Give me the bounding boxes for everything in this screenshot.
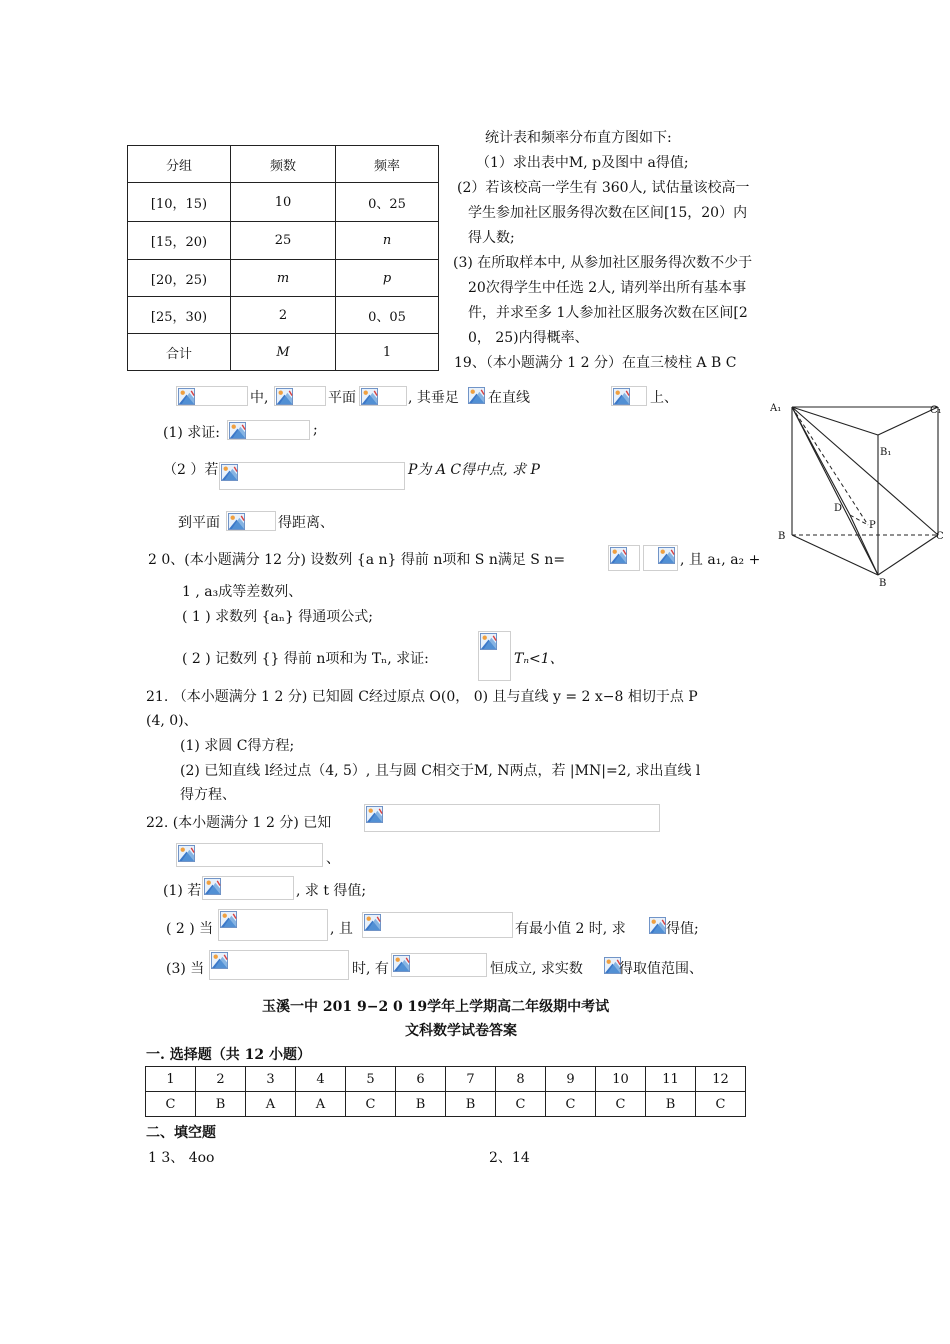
formula-image — [643, 545, 678, 571]
formula-image — [611, 386, 647, 406]
text: ( 2 ) 当 — [166, 921, 214, 937]
formula-image — [202, 876, 294, 900]
text: 上、 — [650, 390, 678, 406]
answer-choice: A — [296, 1092, 346, 1117]
label-c: C — [936, 531, 944, 542]
answer-title: 玉溪一中 201 9−2 0 19学年上学期高二年级期中考试 — [262, 999, 610, 1015]
table-cell: 0、05 — [336, 297, 439, 334]
answer-choice: C — [546, 1092, 596, 1117]
broken-image-icon — [366, 806, 383, 823]
text: ( 1 ) 求数列 {aₙ} 得通项公式; — [182, 609, 374, 625]
text: （2 ）若 — [163, 462, 219, 478]
broken-image-icon — [229, 422, 246, 439]
formula-image — [391, 953, 487, 977]
text: (4, 0)、 — [146, 713, 198, 729]
text: 中, — [250, 390, 269, 406]
table-cell: 2 — [231, 297, 336, 334]
answer-number: 7 — [446, 1067, 496, 1092]
text-line: （1）求出表中M, p及图中 a得值; — [476, 155, 689, 171]
answer-number: 8 — [496, 1067, 546, 1092]
answer-choice: B — [196, 1092, 246, 1117]
text-line: 0， 25)内得概率、 — [468, 330, 589, 346]
text: , 求 t 得值; — [296, 883, 367, 899]
text: ; — [313, 422, 318, 438]
answer-number: 6 — [396, 1067, 446, 1092]
formula-image — [478, 631, 511, 681]
text: 得取值范围、 — [619, 961, 703, 977]
answer-number: 2 — [196, 1067, 246, 1092]
answer-choice: C — [146, 1092, 196, 1117]
text: 、 — [326, 851, 340, 867]
answer-subtitle: 文科数学试卷答案 — [405, 1023, 517, 1039]
broken-image-icon — [610, 547, 627, 564]
question-19-header: 19、（本小题满分 1 2 分）在直三棱柱 A B C — [454, 355, 737, 371]
formula-image — [364, 804, 660, 832]
text: (1) 若 — [163, 883, 202, 899]
formula-image — [274, 386, 326, 406]
text: 到平面 — [178, 515, 220, 531]
text-line: (3) 在所取样本中, 从参加社区服务得次数不少于 — [453, 255, 753, 271]
formula-image — [362, 912, 513, 938]
answer-choice: C — [696, 1092, 746, 1117]
text: 平面 — [328, 390, 356, 406]
answer-number: 5 — [346, 1067, 396, 1092]
text: , 且 a₁, a₂ + — [680, 552, 761, 568]
answer-choice: A — [246, 1092, 296, 1117]
text-line: (2）若该校高一学生有 360人, 试估量该校高一 — [457, 180, 750, 196]
formula-image — [219, 462, 405, 490]
text: 得值; — [666, 921, 699, 937]
text-line: 20次得学生中任选 2人, 请列举出所有基本事 — [468, 280, 747, 296]
text: (2) 已知直线 l经过点（4, 5）, 且与圆 C相交于M, N两点，若 |MN|=2, 求出直线 l — [180, 763, 701, 779]
table-cell: [15，20) — [128, 222, 231, 260]
fill-answer: 2、14 — [489, 1150, 530, 1166]
table-cell: M — [231, 334, 336, 371]
label-a1: A₁ — [770, 403, 782, 414]
broken-image-icon — [178, 845, 195, 862]
formula-image — [226, 511, 276, 531]
broken-image-icon — [228, 513, 245, 530]
broken-image-icon — [468, 387, 485, 404]
table-header: 频数 — [231, 146, 336, 183]
label-b-left: B — [778, 531, 786, 542]
table-cell: 25 — [231, 222, 336, 260]
table-cell: 0、25 — [336, 183, 439, 222]
text: (3) 当 — [166, 961, 205, 977]
formula-image — [209, 950, 349, 980]
formula-image — [603, 956, 619, 976]
table-header: 频率 — [336, 146, 439, 183]
table-cell: [20，25) — [128, 260, 231, 297]
table-cell: p — [336, 260, 439, 297]
table-cell: m — [231, 260, 336, 297]
broken-image-icon — [220, 911, 237, 928]
formula-image — [176, 843, 323, 867]
table-cell: 合计 — [128, 334, 231, 371]
table-cell: [10，15) — [128, 183, 231, 222]
table-header: 分组 — [128, 146, 231, 183]
text: Tₙ<1、 — [514, 651, 564, 667]
text: 1 , a₃成等差数列、 — [182, 584, 303, 600]
table-cell: 1 — [336, 334, 439, 371]
answer-number: 1 — [146, 1067, 196, 1092]
broken-image-icon — [361, 388, 378, 405]
text: (1) 求圆 C得方程; — [180, 738, 295, 754]
text: P为 A C得中点, 求 P — [408, 462, 540, 478]
text: 得方程、 — [180, 787, 236, 803]
text: , 其垂足 — [408, 390, 459, 406]
frequency-table — [127, 145, 439, 371]
answer-number: 10 — [596, 1067, 646, 1092]
text: ( 2 ) 记数列 {} 得前 n项和为 Tₙ, 求证: — [182, 651, 429, 667]
text-line: 统计表和频率分布直方图如下: — [485, 130, 672, 146]
broken-image-icon — [204, 878, 221, 895]
formula-image — [648, 916, 666, 936]
text: 有最小值 2 时, 求 — [515, 921, 626, 937]
broken-image-icon — [480, 633, 497, 650]
section-heading: 一. 选择题（共 12 小题） — [146, 1047, 311, 1063]
prism-figure — [770, 395, 945, 590]
text-line: 件，并求至多 1人参加社区服务次数在区间[2 — [468, 305, 748, 321]
section-heading: 二、填空题 — [146, 1125, 216, 1141]
broken-image-icon — [221, 464, 238, 481]
broken-image-icon — [393, 955, 410, 972]
answer-number: 3 — [246, 1067, 296, 1092]
text: (1) 求证: — [163, 425, 220, 441]
label-b-bottom: B — [879, 578, 887, 589]
formula-image — [218, 909, 328, 941]
table-cell: 10 — [231, 183, 336, 222]
question-21: 21. （本小题满分 1 2 分) 已知圆 C经过原点 O(0， 0) 且与直线 y = 2 x−8 相切于点 P — [146, 689, 698, 705]
formula-image — [359, 386, 407, 406]
label-c1: C₁ — [930, 405, 942, 416]
broken-image-icon — [658, 547, 675, 564]
answer-table — [145, 1066, 746, 1117]
text: 得距离、 — [278, 515, 334, 531]
formula-image — [176, 386, 248, 406]
formula-image — [227, 420, 310, 440]
answer-choice: C — [496, 1092, 546, 1117]
answer-number: 11 — [646, 1067, 696, 1092]
answer-choice: B — [446, 1092, 496, 1117]
fill-answer: 1 3、 4oo — [148, 1150, 215, 1166]
broken-image-icon — [178, 388, 195, 405]
answer-choice: C — [346, 1092, 396, 1117]
answer-number: 12 — [696, 1067, 746, 1092]
text-line: 学生参加社区服务得次数在区间[15，20）内 — [468, 205, 748, 221]
broken-image-icon — [211, 952, 228, 969]
text: 恒成立, 求实数 — [490, 961, 583, 977]
question-22: 22. (本小题满分 1 2 分) 已知 — [146, 815, 332, 831]
answer-number: 9 — [546, 1067, 596, 1092]
table-cell: n — [336, 222, 439, 260]
answer-number: 4 — [296, 1067, 346, 1092]
table-cell: [25，30) — [128, 297, 231, 334]
answer-choice: B — [396, 1092, 446, 1117]
label-p: P — [869, 520, 876, 531]
broken-image-icon — [276, 388, 293, 405]
text-line: 得人数; — [468, 230, 515, 246]
broken-image-icon — [613, 388, 630, 405]
formula-image — [608, 545, 640, 571]
label-b1: B₁ — [880, 447, 892, 458]
question-20: 2 0、(本小题满分 12 分) 设数列 {a n} 得前 n项和 S n满足 S n= — [148, 552, 566, 568]
answer-choice: C — [596, 1092, 646, 1117]
broken-image-icon — [649, 917, 666, 934]
text: , 且 — [330, 921, 353, 937]
answer-choice: B — [646, 1092, 696, 1117]
broken-image-icon — [364, 914, 381, 931]
text: 时, 有 — [352, 961, 389, 977]
text: 在直线 — [488, 390, 530, 406]
formula-image — [467, 386, 487, 406]
label-d: D — [834, 503, 843, 514]
